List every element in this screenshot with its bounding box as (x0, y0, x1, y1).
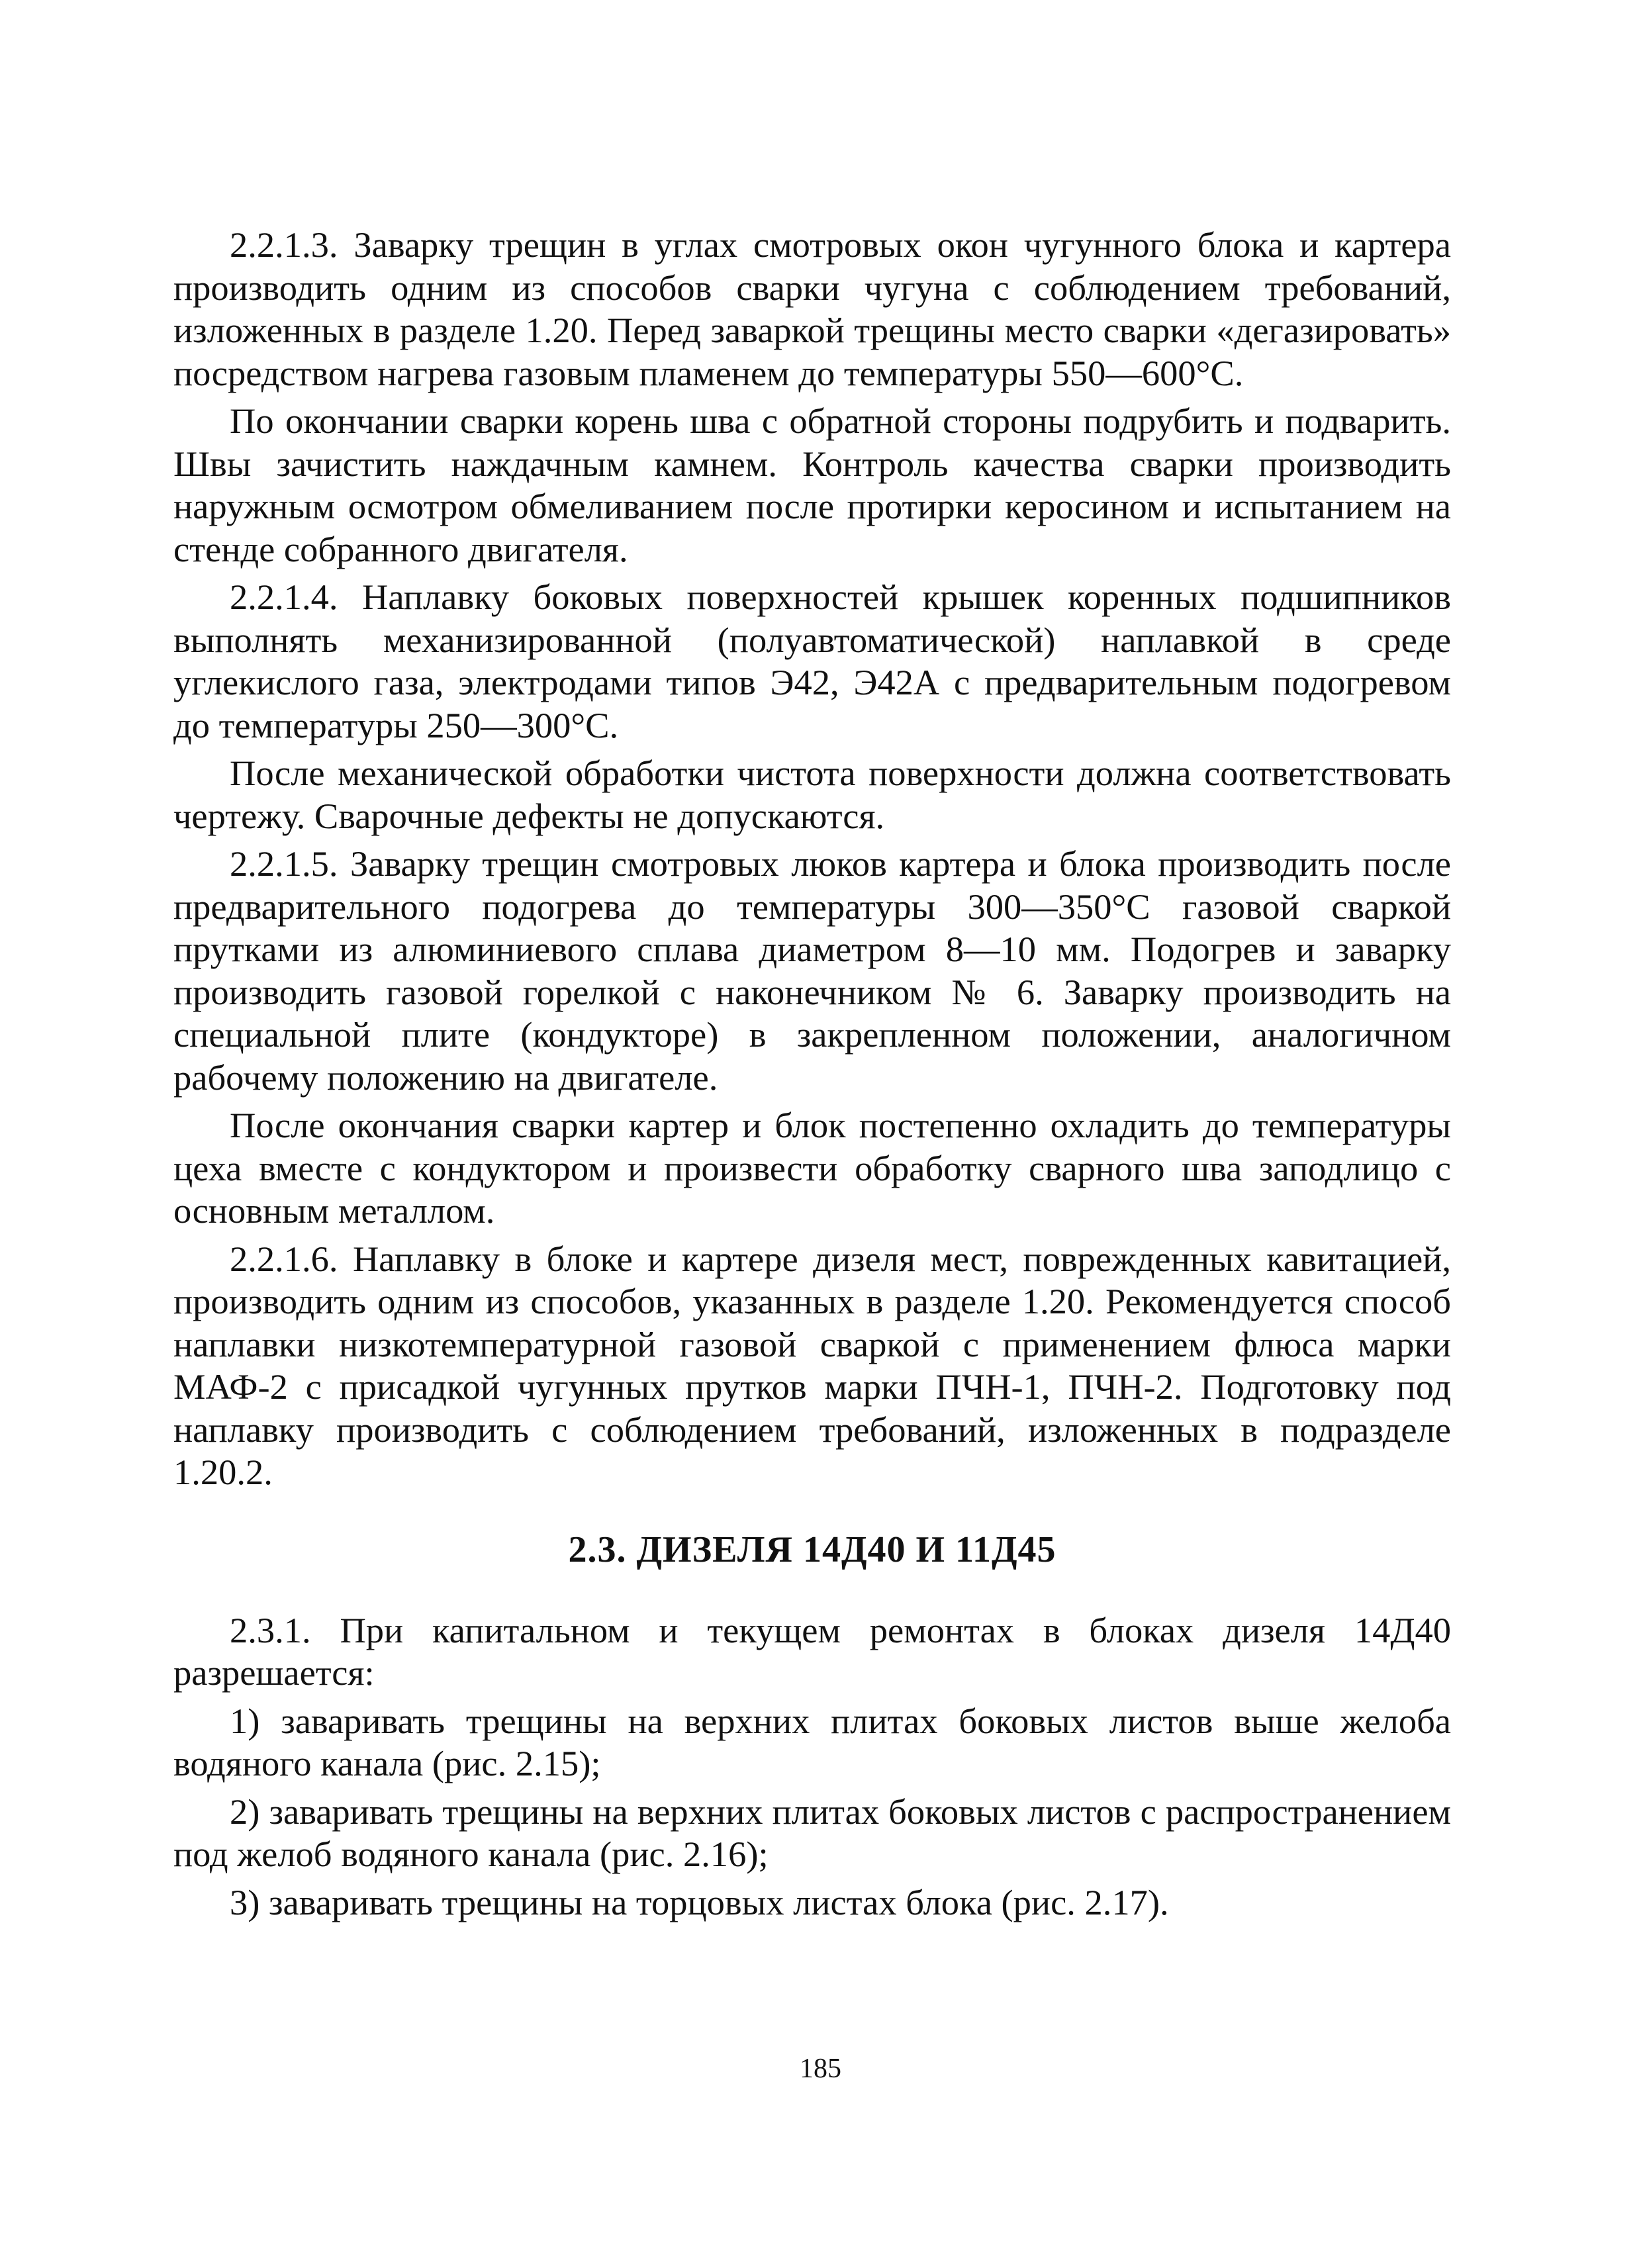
paragraph-after-welding: По окончании сварки корень шва с обратной стороны подрубить и подварить. Швы зачистить наждачным камнем. Контроль качества сварки производить наружным осмотром обмеливанием после протирки керосином и испытанием на стенде собранного двигателя. (173, 401, 1451, 569)
section-heading: 2.3. ДИЗЕЛЯ 14Д40 И 11Д45 (568, 1529, 1056, 1570)
paragraph-after-cooling: После окончания сварки картер и блок постепенно охладить до температуры цеха вместе с кондуктором и произвести обработку сварного шва заподлицо с основным металлом. (173, 1105, 1451, 1231)
page-number: 185 (800, 2054, 841, 2084)
paragraph-2-3-1: 2.3.1. При капитальном и текущем ремонтах в блоках дизеля 14Д40 разрешается: (173, 1609, 1451, 1693)
paragraph-2-2-1-4: 2.2.1.4. Наплавку боковых поверхностей крышек коренных подшипников выполнять механизированной (полуавтоматической) наплавкой в среде углекислого газа, электродами типов Э42, Э42А с предварительным подогревом до температуры 250—300°С. (173, 577, 1451, 745)
list-item-1: 1) заваривать трещины на верхних плитах боковых листов выше желоба водяного канала (рис. 2.15); (173, 1700, 1451, 1783)
text-block (173, 224, 1451, 1924)
paragraph-2-2-1-3: 2.2.1.3. Заварку трещин в углах смотровых окон чугунного блока и картера производить одним из способов сварки чугуна с соблюдением требований, изложенных в разделе 1.20. Перед заваркой трещины место сварки «дегазировать» посредством нагрева газовым пламенем до температуры 550—600°С. (173, 224, 1451, 393)
list-item-3: 3) заваривать трещины на торцовых листах блока (рис. 2.17). (230, 1881, 1169, 1922)
paragraph-2-2-1-5: 2.2.1.5. Заварку трещин смотровых люков картера и блока производить после предварительного подогрева до температуры 300—350°С газовой сваркой прутками из алюминиевого сплава диаметром 8—10 мм. Подогрев и заварку производить газовой горелкой с наконечником № 6. Заварку производить на специальной плите (кондукторе) в закрепленном положении, аналогичном рабочему положению на двигателе. (173, 843, 1451, 1098)
paragraph-after-machining: После механической обработки чистота поверхности должна соответствовать чертежу. Сварочные дефекты не допускаются. (173, 753, 1451, 836)
paragraph-2-2-1-6: 2.2.1.6. Наплавку в блоке и картере дизеля мест, поврежденных кавитацией, производить одним из способов, указанных в разделе 1.20. Рекомендуется способ наплавки низкотемпературной газовой сваркой с применением флюса марки МАФ-2 с присадкой чугунных прутков марки ПЧН-1, ПЧН-2. Подготовку под наплавку производить с соблюдением требований, изложенных в подразделе 1.20.2. (173, 1238, 1451, 1492)
list-item-2: 2) заваривать трещины на верхних плитах боковых листов с распространением под желоб водяного канала (рис. 2.16); (173, 1791, 1451, 1874)
